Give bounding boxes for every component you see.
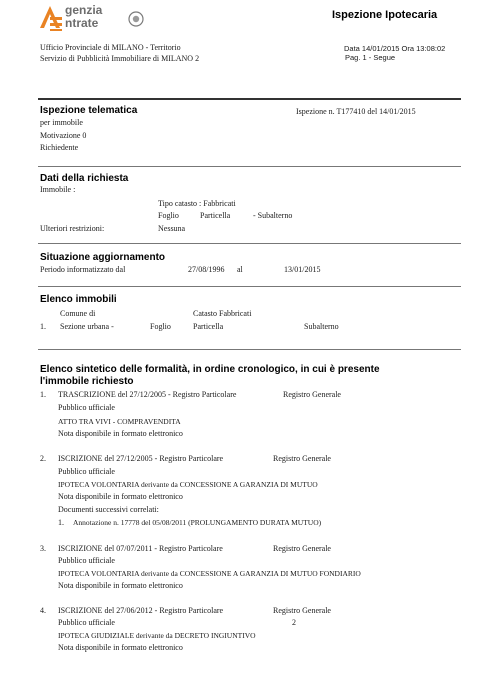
formalita-number: 1. — [40, 390, 46, 399]
registro-generale: Registro Generale — [283, 390, 341, 399]
periodo-al-label: al — [237, 265, 243, 274]
formalita-number: 2. — [40, 454, 46, 463]
atto-description: ATTO TRA VIVI - COMPRAVENDITA — [58, 417, 181, 426]
office-line-1: Ufficio Provinciale di MILANO - Territorio — [40, 43, 181, 52]
particella-label: Particella — [200, 211, 231, 220]
registro-generale: Registro Generale — [273, 544, 331, 553]
tipo-catasto: Tipo catasto : Fabbricati — [158, 199, 236, 208]
divider — [38, 166, 461, 167]
registro-generale: Registro Generale — [273, 606, 331, 615]
immobile-label: Immobile : — [40, 185, 76, 194]
ulteriori-value: Nessuna — [158, 224, 186, 233]
nota-disponibile: Nota disponibile in formato elettronico — [58, 581, 183, 590]
subalterno-label: Subalterno — [304, 322, 339, 331]
pubblico-ufficiale: Pubblico ufficiale — [58, 403, 115, 412]
atto-description: IPOTECA VOLONTARIA derivante da CONCESSIONE A GARANZIA DI MUTUO — [58, 480, 318, 489]
ispezione-line-2: Motivazione 0 — [40, 131, 87, 140]
nota-disponibile: Nota disponibile in formato elettronico — [58, 429, 183, 438]
logo-text-line2: ntrate — [65, 16, 99, 30]
foglio-label: Foglio — [158, 211, 179, 220]
section-title-elenco-immobili: Elenco immobili — [40, 294, 117, 305]
annotazione-text: Annotazione n. 17778 del 05/08/2011 (PROLUNGAMENTO DURATA MUTUO) — [73, 518, 322, 527]
formalita-head: ISCRIZIONE del 07/07/2011 - Registro Particolare — [58, 544, 223, 553]
formalita-number: 4. — [40, 606, 46, 615]
comune-label: Comune di — [60, 309, 96, 318]
divider — [38, 243, 461, 244]
section-title-ispezione: Ispezione telematica — [40, 105, 138, 116]
immobile-row-number: 1. — [40, 322, 46, 331]
nota-disponibile: Nota disponibile in formato elettronico — [58, 643, 183, 652]
pubblico-ufficiale: Pubblico ufficiale — [58, 556, 115, 565]
pubblico-ufficiale-value: 2 — [292, 618, 296, 627]
page-indicator: Pag. 1 - Segue — [345, 53, 396, 62]
section-title-sintetico: Elenco sintetico delle formalità, in ordine cronologico, in cui è presente — [40, 364, 380, 375]
formalita-number: 3. — [40, 544, 46, 553]
pubblico-ufficiale: Pubblico ufficiale — [58, 467, 115, 476]
atto-description: IPOTECA VOLONTARIA derivante da CONCESSIONE A GARANZIA DI MUTUO FONDIARIO — [58, 569, 361, 578]
ispezione-number: Ispezione n. T177410 del 14/01/2015 — [296, 107, 416, 116]
agenzia-entrate-logo — [38, 2, 148, 32]
divider — [38, 98, 461, 100]
registro-generale: Registro Generale — [273, 454, 331, 463]
page-title: Ispezione Ipotecaria — [332, 9, 438, 21]
ispezione-line-3: Richiedente — [40, 143, 79, 152]
section-title-sintetico-line2: l'immobile richiesto — [40, 376, 134, 387]
nota-disponibile: Nota disponibile in formato elettronico — [58, 492, 183, 501]
formalita-head: ISCRIZIONE del 27/06/2012 - Registro Particolare — [58, 606, 224, 615]
periodo-label: Periodo informatizzato dal — [40, 265, 126, 274]
sezione-label: Sezione urbana - — [60, 322, 114, 331]
formalita-head: TRASCRIZIONE del 27/12/2005 - Registro Particolare — [58, 390, 237, 399]
divider — [38, 349, 461, 350]
particella-label: Particella — [193, 322, 224, 331]
formalita-head: ISCRIZIONE del 27/12/2005 - Registro Particolare — [58, 454, 224, 463]
subalterno-label: - Subalterno — [253, 211, 293, 220]
date-time: Data 14/01/2015 Ora 13:08:02 — [344, 44, 446, 53]
catasto-label: Catasto Fabbricati — [193, 309, 252, 318]
section-title-richiesta: Dati della richiesta — [40, 173, 129, 184]
logo-text-line1: genzia — [65, 3, 103, 17]
annotazione-number: 1. — [58, 518, 64, 527]
periodo-al: 13/01/2015 — [284, 265, 321, 274]
periodo-dal: 27/08/1996 — [188, 265, 225, 274]
atto-description: IPOTECA GIUDIZIALE derivante da DECRETO INGIUNTIVO — [58, 631, 256, 640]
foglio-label: Foglio — [150, 322, 171, 331]
pubblico-ufficiale: Pubblico ufficiale — [58, 618, 115, 627]
office-line-2: Servizio di Pubblicità Immobiliare di MILANO 2 — [40, 54, 200, 63]
ulteriori-label: Ulteriori restrizioni: — [40, 224, 105, 233]
documenti-correlati: Documenti successivi correlati: — [58, 505, 159, 514]
section-title-situazione: Situazione aggiornamento — [40, 252, 166, 263]
ispezione-line-1: per immobile — [40, 118, 83, 127]
divider — [38, 286, 461, 287]
